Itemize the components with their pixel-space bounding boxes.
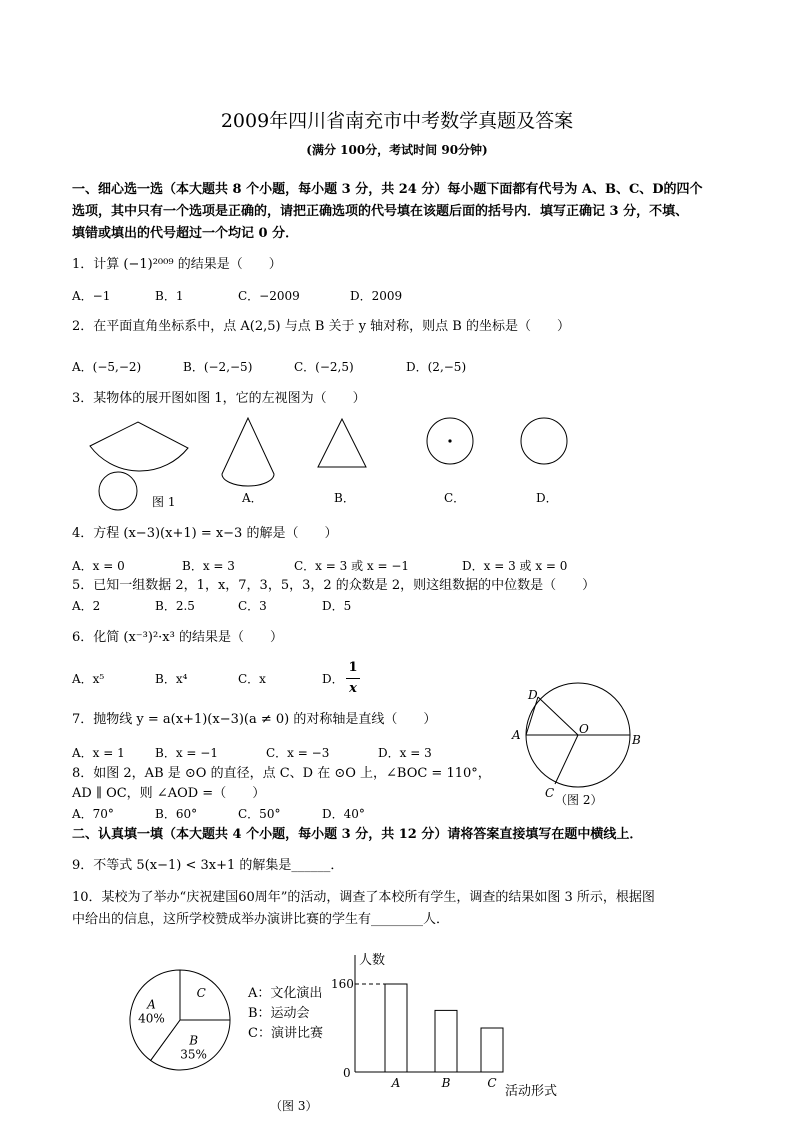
- q4-option-a: A．x = 0: [72, 559, 125, 573]
- q6-fraction-denominator: x: [349, 681, 357, 696]
- q10-line1: 10．某校为了举办“庆祝建国60周年”的活动，调查了本校所有学生，调查的结果如图 3 所示，根据图: [72, 890, 655, 905]
- legend-b: B：运动会: [248, 1006, 310, 1021]
- q10-line2: 中给出的信息，这所学校赞成举办演讲比赛的学生有________人．: [72, 912, 450, 927]
- y-axis-label: 人数: [359, 953, 386, 968]
- q8-option-c: C．50°: [238, 807, 281, 821]
- q8-figure: [505, 680, 655, 810]
- pie-percent-b: 35%: [180, 1047, 207, 1062]
- x-axis-label: 活动形式: [505, 1084, 558, 1099]
- pie-label-a: A: [147, 997, 156, 1012]
- pie-label-c: C: [196, 985, 206, 1000]
- q2-option-c: C．(−2,5): [294, 360, 354, 374]
- q3-triangle-shape: [318, 419, 366, 467]
- x-tick-a: A: [391, 1076, 401, 1090]
- q5-option-a: A．2: [72, 599, 101, 613]
- figure3-caption: （图 3）: [270, 1099, 318, 1113]
- q3-stem: 3．某物体的展开图如图 1，它的左视图为（ ）: [72, 391, 366, 406]
- q6-stem: 6．化简 (x⁻³)²·x³ 的结果是（ ）: [72, 630, 283, 645]
- q3-option-b: B．: [334, 491, 355, 505]
- q2-option-a: A．(−5,−2): [72, 360, 142, 374]
- q8-segment-ad: [526, 697, 538, 735]
- q2-option-d: D．(2,−5): [406, 360, 467, 374]
- section1-line3: 填错或填出的代号超过一个均记 0 分．: [72, 226, 299, 241]
- q3-option-d: D．: [536, 491, 558, 505]
- q6-fraction-numerator: 1: [348, 660, 358, 675]
- bar-c: [481, 1028, 503, 1072]
- q8-segment-oc: [555, 735, 578, 784]
- section1-line1: 一、细心选一选（本大题共 8 个小题，每小题 3 分，共 24 分）每小题下面都有代号为 A、B、C、D的四个: [72, 182, 703, 197]
- q6-option-d: D．: [322, 672, 344, 686]
- q4-option-c: C．x = 3 或 x = −1: [294, 559, 410, 573]
- q4-option-b: B．x = 3: [182, 559, 235, 573]
- q9-stem: 9．不等式 5(x−1) < 3x+1 的解集是______．: [72, 858, 344, 873]
- q8-label-a: A: [512, 728, 521, 742]
- q7-option-b: B．x = −1: [155, 746, 218, 760]
- q3-circle-shape: [521, 418, 567, 464]
- q5-option-d: D．5: [322, 599, 352, 613]
- q2-stem: 2．在平面直角坐标系中，点 A(2,5) 与点 B 关于 y 轴对称，则点 B 的坐标是（ ）: [72, 319, 570, 334]
- q5-option-b: B．2.5: [155, 599, 195, 613]
- y-tick-160: 160: [331, 977, 354, 991]
- q8-label-d: D: [528, 688, 538, 702]
- q6-option-c: C．x: [238, 672, 266, 686]
- pie-percent-a: 40%: [138, 1011, 165, 1026]
- q3-cone-shape: [222, 418, 274, 486]
- q1-option-d: D．2009: [350, 289, 403, 303]
- q2-option-b: B．(−2,−5): [183, 360, 253, 374]
- q6-option-b: B．x⁴: [155, 672, 188, 686]
- q7-option-d: D．x = 3: [378, 746, 432, 760]
- q8-label-o: O: [579, 722, 589, 736]
- q5-stem: 5．已知一组数据 2，1，x，7，3，5，3，2 的众数是 2，则这组数据的中位数是（ ）: [72, 578, 596, 593]
- q3-sector-shape: [90, 422, 188, 471]
- bar-a: [385, 984, 407, 1072]
- y-tick-0: 0: [343, 1066, 351, 1080]
- page-subtitle: (满分 100分，考试时间 90分钟): [306, 143, 488, 157]
- q1-option-b: B．1: [155, 289, 184, 303]
- bar-chart: [331, 952, 557, 1099]
- q7-option-c: C．x = −3: [266, 746, 330, 760]
- q3-base-circle: [99, 472, 137, 510]
- q3-fig-label: 图 1: [152, 495, 176, 509]
- q8-label-c: C: [545, 786, 555, 800]
- q8-stem-line1: 8．如图 2，AB 是 ⊙O 的直径，点 C、D 在 ⊙O 上，∠BOC = 110°，: [72, 766, 491, 781]
- q8-caption: （图 2）: [555, 793, 603, 807]
- bar-b: [435, 1010, 457, 1072]
- pie-label-b: B: [189, 1033, 199, 1048]
- x-tick-b: B: [441, 1076, 451, 1090]
- q8-option-b: B．60°: [155, 807, 198, 821]
- q3-option-c: C．: [444, 491, 466, 505]
- figure3-charts: [100, 945, 620, 1120]
- q1-option-c: C．−2009: [238, 289, 300, 303]
- q1-stem: 1．计算 (−1)²⁰⁰⁹ 的结果是（ ）: [72, 257, 282, 272]
- q8-option-d: D．40°: [322, 807, 365, 821]
- page-title: 2009年四川省南充市中考数学真题及答案: [220, 110, 574, 132]
- q1-option-a: A．−1: [72, 289, 111, 303]
- q8-segment-od: [538, 697, 578, 735]
- q3-figures: [80, 414, 600, 514]
- q5-option-c: C．3: [238, 599, 267, 613]
- q3-center-dot: [448, 439, 451, 442]
- q3-option-a: A．: [242, 491, 263, 505]
- section2-line1: 二、认真填一填（本大题共 4 个小题，每小题 3 分，共 12 分）请将答案直接填写在题中横线上．: [72, 827, 643, 842]
- legend-a: A：文化演出: [248, 986, 323, 1001]
- q7-option-a: A．x = 1: [72, 746, 125, 760]
- q6-option-a: A．x⁵: [72, 672, 105, 686]
- pie-chart: [130, 970, 230, 1070]
- x-tick-c: C: [487, 1076, 497, 1090]
- q4-option-d: D．x = 3 或 x = 0: [462, 559, 568, 573]
- q8-stem-line2: AD ∥ OC，则 ∠AOD =（ ）: [72, 786, 266, 801]
- q7-stem: 7．抛物线 y = a(x+1)(x−3)(a ≠ 0) 的对称轴是直线（ ）: [72, 712, 437, 727]
- q4-stem: 4．方程 (x−3)(x+1) = x−3 的解是（ ）: [72, 526, 338, 541]
- q8-label-b: B: [632, 733, 641, 747]
- section1-line2: 选项，其中只有一个选项是正确的，请把正确选项的代号填在该题后面的括号内．填写正确记 3 分，不填、: [72, 204, 689, 219]
- q8-option-a: A．70°: [72, 807, 114, 821]
- legend-c: C：演讲比赛: [248, 1026, 323, 1041]
- q6-fraction-bar: [346, 678, 360, 679]
